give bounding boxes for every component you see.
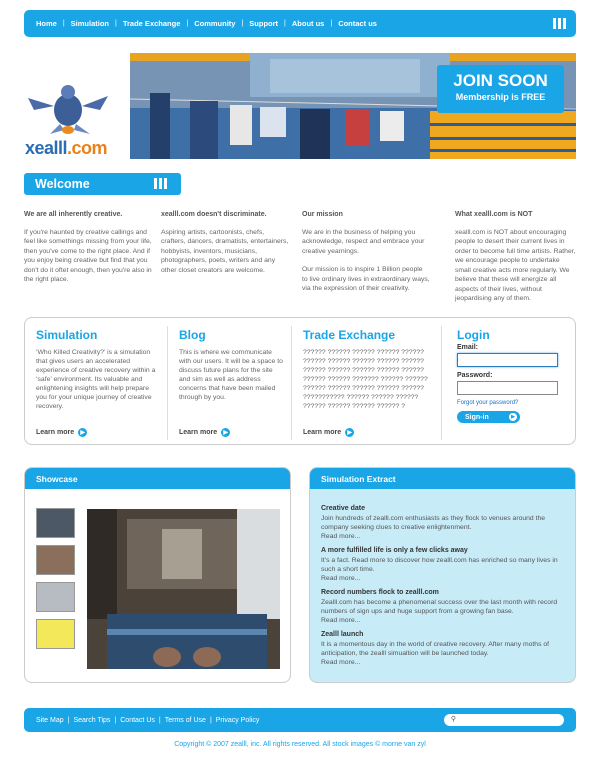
extract-item xyxy=(321,546,566,583)
email-label: Email: xyxy=(457,344,479,351)
read-more-link[interactable]: Read more... xyxy=(321,617,361,624)
arrow-right-icon: ▶ xyxy=(221,428,230,437)
arrow-right-icon: ▶ xyxy=(345,428,354,437)
footer-privacy[interactable]: Privacy Policy xyxy=(215,716,260,724)
copyright: Copyright © 2007 zealll, inc. All rights reserved. All stock images © morne van zyl xyxy=(174,741,426,748)
simulation-body: ‘Who Killed Creativity?’ is a simulation that gives users an accelerated experience of creative recovery within a ‘safe’ environment. Its valuable and enlightening insights will help prepare you for your unique journey of creative recovery. xyxy=(36,349,156,410)
logo-text[interactable]: xealll.com xyxy=(25,138,108,158)
column-body: We are in the business of helping you acknowledge, respect and embrace your creative yearnings. xyxy=(302,228,425,255)
footer-search-input[interactable] xyxy=(444,714,564,726)
showcase-thumbnail[interactable] xyxy=(36,508,75,538)
nav-separator: | xyxy=(241,20,244,27)
extract-item-body: Join hundreds of zealll.com enthusiasts as they flock to venues around the company seeking clues to creative enlightenment. xyxy=(321,515,546,531)
nav-trade-exchange[interactable]: Trade Exchange xyxy=(122,19,181,28)
email-field[interactable] xyxy=(457,353,558,367)
column-heading: xealll.com doesn't discriminate. xyxy=(161,211,267,218)
extract-item-title[interactable]: Zealll launch xyxy=(321,631,364,638)
intro-column-discriminate xyxy=(161,210,289,275)
showcase-thumbnail[interactable] xyxy=(36,545,75,575)
footer-search-tips[interactable]: Search Tips xyxy=(73,716,111,724)
search-icon[interactable]: ⚲ xyxy=(450,716,456,723)
blog-title[interactable]: Blog xyxy=(179,328,206,342)
trade-learn-more[interactable]: Learn more ▶ xyxy=(303,428,354,437)
column-heading: Our mission xyxy=(302,211,343,218)
welcome-bar xyxy=(24,173,181,195)
bars-icon xyxy=(553,18,566,29)
join-title: JOIN SOON xyxy=(453,71,548,90)
divider xyxy=(291,326,292,440)
trade-body: ?????? ?????? ?????? ?????? ?????? ?????? ?????? ?????? ?????? ?????? ?????? ?????? ?????? ?????? ?????? ?????? ?????? ??????? ?????? ?????? ?????? ?????? ?????? ?????? ?????? ??????????? ?????? ?????? ?????? ?????? ?????? ?????? ?????? ? xyxy=(303,349,428,410)
divider xyxy=(441,326,442,440)
intro-column-not xyxy=(455,210,577,304)
showcase-title: Showcase xyxy=(25,468,290,489)
nav-separator: | xyxy=(158,716,161,724)
password-label: Password: xyxy=(457,372,493,379)
nav-support[interactable]: Support xyxy=(249,19,279,28)
intro-column-mission xyxy=(302,210,430,294)
nav-separator: | xyxy=(186,20,189,27)
trade-section xyxy=(303,328,430,440)
top-nav xyxy=(24,10,576,37)
footer-site-map[interactable]: Site Map xyxy=(36,716,64,724)
feature-panel xyxy=(24,317,576,445)
extract-item xyxy=(321,504,566,541)
footer-nav xyxy=(24,708,576,732)
extract-item-title[interactable]: A more fulfilled life is only a few clicks away xyxy=(321,547,468,554)
join-subtitle: Membership is FREE xyxy=(455,92,546,102)
column-heading: What xealll.com is NOT xyxy=(455,211,533,218)
nav-separator: | xyxy=(62,20,65,27)
extract-item-body: Zealll.com has become a phenomenal success over the last month with record numbers of sign ups and huge support from a growing fan base. xyxy=(321,599,558,615)
column-body-2: Our mission is to inspire 1 Billion people to live ordinary lives in extraordinary ways, via the expression of their creativity. xyxy=(302,266,430,292)
read-more-link[interactable]: Read more... xyxy=(321,533,361,540)
extract-item xyxy=(321,588,566,625)
nav-separator: | xyxy=(114,716,117,724)
column-body: xealll.com is NOT about encouraging people to desert their current lives in order to become full time artists. Rather, we encourage people to undertake small creative acts more regularly. We believe that these will energize all aspects of their lives, without jeopardising any of them. xyxy=(455,228,576,302)
extract-item xyxy=(321,630,566,667)
read-more-link[interactable]: Read more... xyxy=(321,659,361,666)
nav-about-us[interactable]: About us xyxy=(291,19,325,28)
trade-title[interactable]: Trade Exchange xyxy=(303,328,396,342)
simulation-extract-box xyxy=(309,467,576,683)
welcome-title: Welcome xyxy=(35,177,90,191)
login-title: Login xyxy=(457,328,490,342)
blog-learn-more[interactable]: Learn more ▶ xyxy=(179,428,230,437)
arrow-right-icon: ▶ xyxy=(509,413,517,421)
bars-icon xyxy=(154,178,167,189)
nav-separator: | xyxy=(284,20,286,27)
extract-item-title[interactable]: Creative date xyxy=(321,505,365,512)
blog-body: This is where we communicate with our users. It will be a space to discuss future plans for the site and sim as well as address concerns that have been mailed through by you. xyxy=(179,349,283,401)
join-soon-badge[interactable] xyxy=(437,65,564,113)
login-section xyxy=(457,328,567,440)
simulation-title[interactable]: Simulation xyxy=(36,328,98,342)
extract-item-body: It's a fact. Read more to discover how zealll.com has enriched so many lives in such a short time. xyxy=(321,557,558,573)
simulation-section xyxy=(36,328,161,440)
nav-home[interactable]: Home xyxy=(36,19,57,28)
simulation-learn-more[interactable]: Learn more ▶ xyxy=(36,428,87,437)
read-more-link[interactable]: Read more... xyxy=(321,575,361,582)
nav-separator: | xyxy=(115,20,117,27)
divider xyxy=(167,326,168,440)
password-field[interactable] xyxy=(457,381,558,395)
blog-section xyxy=(179,328,283,440)
footer-contact-us[interactable]: Contact Us xyxy=(120,716,155,724)
showcase-thumbnail[interactable] xyxy=(36,619,75,649)
nav-separator: | xyxy=(67,716,70,724)
arrow-right-icon: ▶ xyxy=(78,428,87,437)
extract-item-body: It is a momentous day in the world of creative recovery. After many moths of anticipation, the zealll simualtion will be launched today. xyxy=(321,641,550,657)
nav-community[interactable]: Community xyxy=(194,19,236,28)
sign-in-button[interactable]: Sign-in ▶ xyxy=(457,411,520,423)
column-body: If you're haunted by creative callings and feel like somethings missing from your life, then you've come to the right place. And if you enjoy being creative but find that you don't do it oftet enough, then you're also in the right place. xyxy=(24,228,152,283)
column-heading: We are all inherently creative. xyxy=(24,211,123,218)
forgot-password-link[interactable]: Forgot your password? xyxy=(457,400,519,406)
nav-simulation[interactable]: Simulation xyxy=(70,19,110,28)
footer-terms[interactable]: Terms of Use xyxy=(164,716,206,724)
extract-item-title[interactable]: Record numbers flock to zealll.com xyxy=(321,589,439,596)
column-body: Aspiring artists, cartoonists, chefs, crafters, dancers, dramatists, entertainers, hobbyists, inventors, musicians, photographers, poets, writers and any other closet creators are welcome. xyxy=(161,228,289,274)
showcase-main-image xyxy=(87,509,280,669)
hero-banner xyxy=(130,53,576,159)
extract-title: Simulation Extract xyxy=(310,468,575,489)
showcase-thumbnail[interactable] xyxy=(36,582,75,612)
nav-separator: | xyxy=(330,20,333,27)
nav-contact-us[interactable]: Contact us xyxy=(338,19,377,28)
intro-column-creative xyxy=(24,210,152,285)
nav-separator: | xyxy=(209,716,212,724)
showcase-box xyxy=(24,467,291,683)
